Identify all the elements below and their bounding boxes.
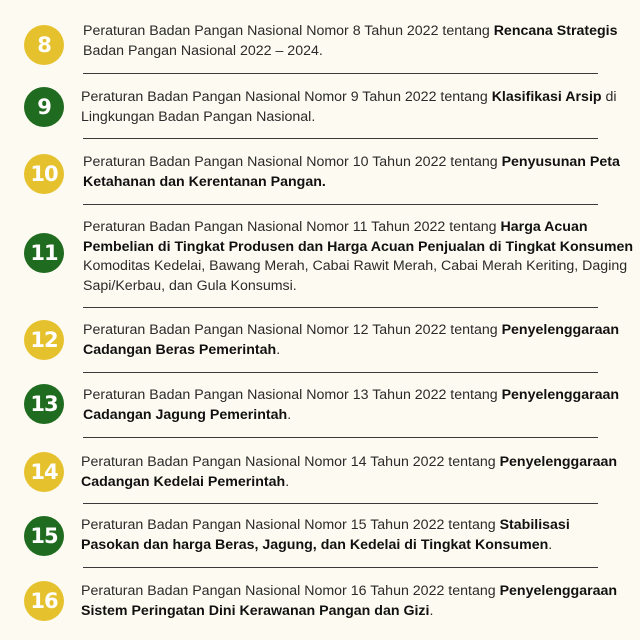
regulation-text-10 xyxy=(83,153,633,192)
number-badge-13: 13 xyxy=(24,384,64,424)
regulation-text-14 xyxy=(81,453,631,492)
regulation-text-13 xyxy=(83,386,633,425)
regulation-suffix: . xyxy=(276,341,281,358)
regulation-suffix: . xyxy=(548,536,553,553)
regulation-prefix: Peraturan Badan Pangan Nasional Nomor 9 Tahun 2022 tentang xyxy=(81,89,492,105)
number-badge-14: 14 xyxy=(24,452,64,492)
regulation-suffix: . xyxy=(285,473,290,490)
regulation-prefix: Peraturan Badan Pangan Nasional Nomor 12 Tahun 2022 tentang xyxy=(83,322,502,338)
number-badge-9: 9 xyxy=(24,87,64,127)
regulation-text-15 xyxy=(81,516,631,555)
regulation-prefix: Peraturan Badan Pangan Nasional Nomor 8 Tahun 2022 tentang xyxy=(83,23,494,39)
regulation-suffix: . xyxy=(287,406,292,423)
number-badge-12: 12 xyxy=(24,320,64,360)
regulation-title: Penyelenggaraan Cadangan Kedelai Pemerintah xyxy=(81,454,618,490)
number-badge-10: 10 xyxy=(24,154,64,194)
regulation-suffix: Badan Pangan Nasional 2022 – 2024. xyxy=(83,42,323,59)
divider xyxy=(83,73,598,74)
divider xyxy=(83,567,598,568)
regulation-prefix: Peraturan Badan Pangan Nasional Nomor 14 Tahun 2022 tentang xyxy=(81,454,500,470)
regulation-title: Klasifikasi Arsip xyxy=(491,89,602,105)
number-badge-11: 11 xyxy=(24,233,64,273)
divider xyxy=(83,437,598,438)
regulation-title: Penyelenggaraan Sistem Peringatan Dini Kerawanan Pangan dan Gizi xyxy=(81,583,618,619)
regulation-prefix: Peraturan Badan Pangan Nasional Nomor 15 Tahun 2022 tentang xyxy=(81,517,500,533)
regulation-title: Harga Acuan Pembelian di Tingkat Produsen dan Harga Acuan Penjualan di Tingkat Konsumen xyxy=(83,219,634,255)
divider xyxy=(83,138,598,139)
regulation-suffix: di Lingkungan Badan Pangan Nasional. xyxy=(81,89,617,125)
regulation-title: Penyusunan Peta Ketahanan dan Kerentanan Pangan. xyxy=(83,154,620,190)
number-badge-16: 16 xyxy=(24,581,64,621)
regulation-text-9 xyxy=(81,88,631,127)
regulation-prefix: Peraturan Badan Pangan Nasional Nomor 13 Tahun 2022 tentang xyxy=(83,387,502,403)
regulation-text-8 xyxy=(83,22,633,61)
number-badge-15: 15 xyxy=(24,516,64,556)
divider xyxy=(83,372,598,373)
number-badge-8: 8 xyxy=(24,25,64,65)
divider xyxy=(83,307,598,308)
regulation-title: Rencana Strategis xyxy=(493,23,618,39)
regulation-text-11 xyxy=(83,218,633,296)
regulation-prefix: Peraturan Badan Pangan Nasional Nomor 10 Tahun 2022 tentang xyxy=(83,154,502,170)
divider xyxy=(83,204,598,205)
regulation-title: Penyelenggaraan Cadangan Beras Pemerintah xyxy=(83,322,620,358)
regulation-title: Stabilisasi Pasokan dan harga Beras, Jagung, dan Kedelai di Tingkat Konsumen xyxy=(81,517,570,553)
regulation-text-12 xyxy=(83,321,633,360)
regulation-suffix: . xyxy=(429,602,434,619)
regulation-prefix: Peraturan Badan Pangan Nasional Nomor 16 Tahun 2022 tentang xyxy=(81,583,500,599)
regulation-text-16 xyxy=(81,582,631,621)
regulation-suffix: Komoditas Kedelai, Bawang Merah, Cabai Rawit Merah, Cabai Merah Keriting, Daging Sapi/Kerbau, dan Gula Konsumsi. xyxy=(83,258,628,294)
regulation-prefix: Peraturan Badan Pangan Nasional Nomor 11 Tahun 2022 tentang xyxy=(83,219,501,235)
regulation-title: Penyelenggaraan Cadangan Jagung Pemerintah xyxy=(83,387,620,423)
divider xyxy=(83,503,598,504)
